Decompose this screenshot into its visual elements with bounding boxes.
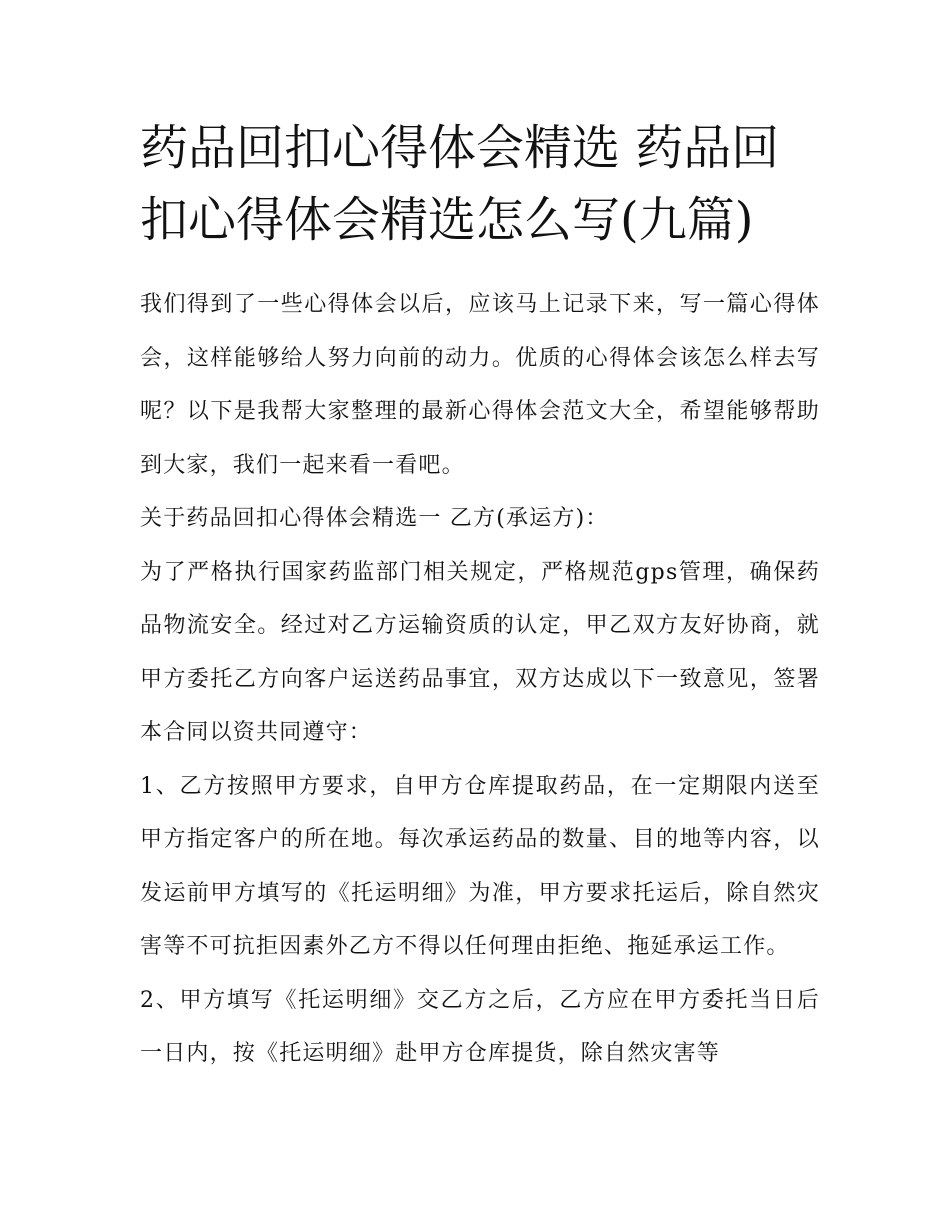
section-heading-paragraph: 关于药品回扣心得体会精选一 乙方(承运方)： <box>140 506 609 531</box>
document-title: 药品回扣心得体会精选 药品回扣心得体会精选怎么写(九篇) <box>140 120 780 248</box>
intro-paragraph: 我们得到了一些心得体会以后，应该马上记录下来，写一篇心得体会，这样能够给人努力向前的动力。优质的心得体会该怎么样去写呢？以下是我帮大家整理的最新心得体会范文大全，希望能够帮助到大家，我们一起来看一看吧。 <box>140 292 820 478</box>
document-page <box>140 112 820 1081</box>
clause-1-paragraph: 1、乙方按照甲方要求，自甲方仓库提取药品，在一定期限内送至甲方指定客户的所在地。每次承运药品的数量、目的地等内容，以发运前甲方填写的《托运明细》为准，甲方要求托运后，除自然灾害等不可抗拒因素外乙方不得以任何理由拒绝、拖延承运工作。 <box>140 773 820 959</box>
clause-2-paragraph: 2、甲方填写《托运明细》交乙方之后，乙方应在甲方委托当日后一日内，按《托运明细》赴甲方仓库提货，除自然灾害等 <box>140 987 820 1066</box>
purpose-paragraph: 为了严格执行国家药监部门相关规定，严格规范gps管理，确保药品物流安全。经过对乙方运输资质的认定，甲乙双方友好协商，就甲方委托乙方向客户运送药品事宜，双方达成以下一致意见，签署本合同以资共同遵守： <box>140 559 820 745</box>
